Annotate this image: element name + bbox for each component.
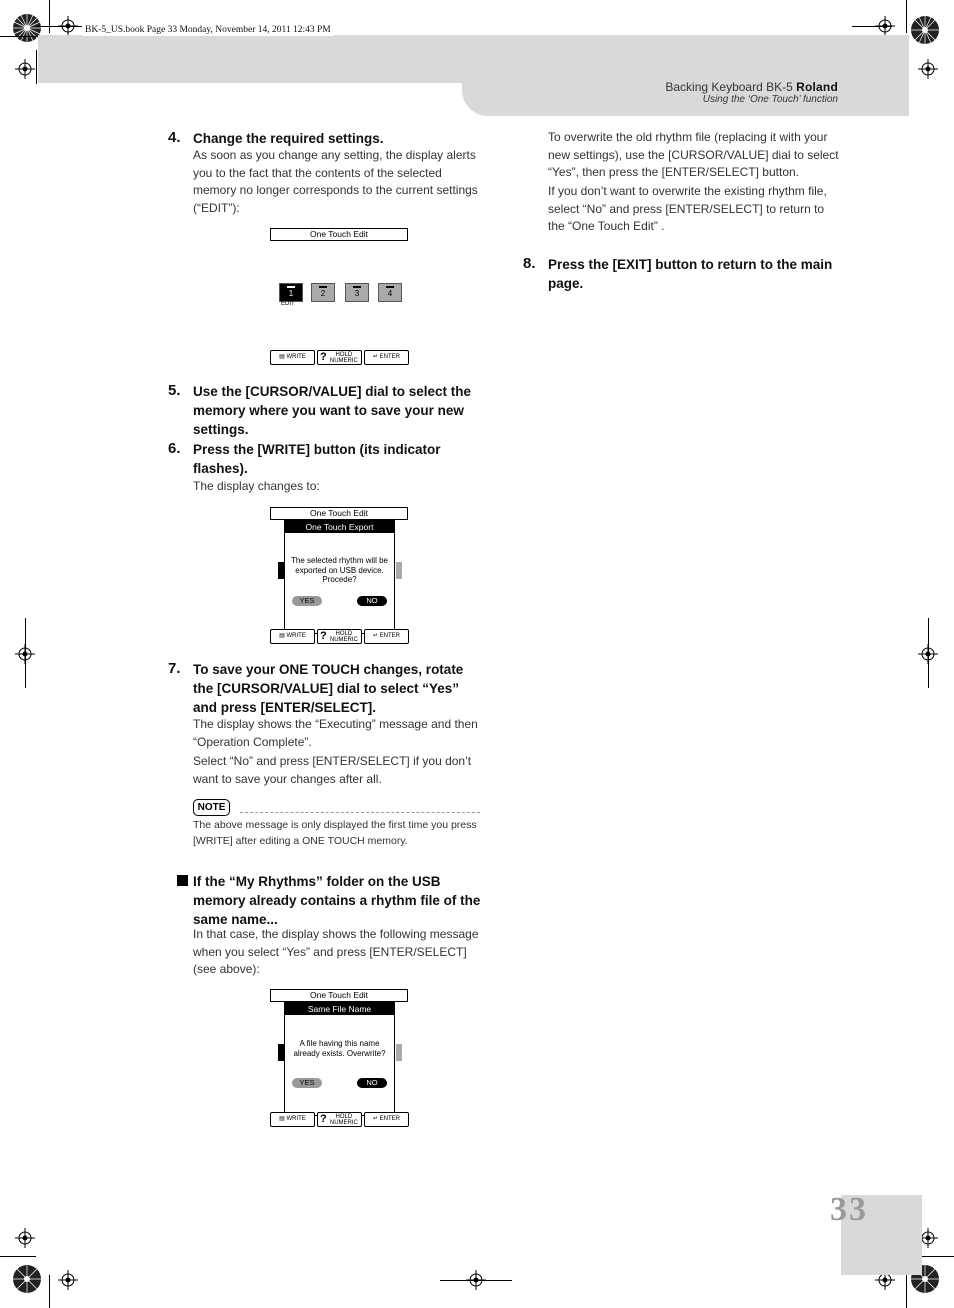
memory-slot: 3 (345, 283, 369, 302)
page-number: 33 (830, 1191, 868, 1228)
lcd-title: One Touch Edit (270, 507, 408, 520)
registration-mark-icon (15, 59, 35, 79)
memory-slot: 1 (279, 283, 303, 302)
brand-name: Roland (796, 80, 838, 94)
enter-softkey (364, 1112, 409, 1127)
yes-button[interactable]: YES (292, 1078, 322, 1088)
enter-label: ENTER (379, 1116, 401, 1122)
enter-arrow-icon: ↵ (372, 354, 378, 360)
numeric-softkey (317, 1112, 362, 1127)
write-label: WRITE (286, 633, 306, 639)
color-wheel-icon (910, 15, 940, 45)
lcd-title: One Touch Edit (270, 228, 408, 241)
enter-arrow-icon: ↵ (372, 633, 378, 639)
memory-slot: 2 (311, 283, 335, 302)
lcd-title: One Touch Edit (270, 989, 408, 1002)
enter-softkey (364, 629, 409, 644)
no-button[interactable]: NO (357, 1078, 387, 1088)
help-icon: ? (320, 351, 327, 363)
enter-arrow-icon: ↵ (372, 1116, 378, 1122)
write-icon: ▤ (279, 1116, 285, 1122)
enter-label: ENTER (379, 354, 401, 360)
edit-label: EDIT (281, 301, 295, 307)
step-heading: Change the required settings. (193, 131, 384, 146)
write-softkey (270, 629, 315, 644)
paragraph: If you don’t want to overwrite the existing rhythm file, select “No” and press [ENTER/SELECT] to return to the “One Touch Edit” . (548, 184, 827, 233)
registration-mark-icon (15, 1228, 35, 1248)
book-info: BK-5_US.book Page 33 Monday, November 14, 2011 12:43 PM (82, 24, 334, 36)
confirm-dialog (284, 520, 395, 634)
step-number: 4. (168, 129, 181, 146)
note-divider (240, 812, 480, 813)
dialog-message: The selected rhythm will be exported on USB device. Procede? (291, 556, 388, 584)
step-body: As soon as you change any setting, the display alerts you to the fact that the contents of the selected memory no longer corresponds to the current settings (“EDIT”): (193, 148, 478, 215)
step-body: Select “No” and press [ENTER/SELECT] if you don’t want to save your changes after all. (193, 754, 472, 786)
numeric-label: NUMERIC (329, 637, 358, 643)
numeric-label: NUMERIC (329, 358, 358, 364)
hold-label: HOLD (335, 352, 353, 358)
step-heading: Press the [WRITE] button (its indicator flashes). (193, 442, 441, 476)
step-heading: Use the [CURSOR/VALUE] dial to select the memory where you want to save your new settings. (193, 384, 472, 437)
hold-label: HOLD (335, 631, 353, 637)
step-body: The display shows the “Executing” message and then “Operation Complete”. (193, 717, 478, 749)
running-header (665, 80, 838, 94)
step-heading: To save your ONE TOUCH changes, rotate the [CURSOR/VALUE] dial to select “Yes” and press [ENTER/SELECT]. (193, 662, 464, 715)
product-name: Backing Keyboard BK-5 (665, 80, 793, 94)
write-softkey (270, 350, 315, 365)
dialog-message: A file having this name already exists. Overwrite? (293, 1039, 386, 1058)
write-softkey (270, 1112, 315, 1127)
numeric-softkey (317, 350, 362, 365)
write-icon: ▤ (279, 633, 285, 639)
step-body: The display changes to: (193, 479, 320, 493)
square-bullet-icon (177, 875, 188, 886)
write-icon: ▤ (279, 354, 285, 360)
paragraph: To overwrite the old rhythm file (replacing it with your new settings), use the [CURSOR/VALUE] dial to select “Yes”, then press the [ENTER/SELECT] button. (548, 130, 839, 179)
subsection-body: In that case, the display shows the following message when you select “Yes” and press [ENTER/SELECT] (see above): (193, 927, 479, 976)
help-icon: ? (320, 1113, 327, 1125)
yes-button[interactable]: YES (292, 596, 322, 606)
write-label: WRITE (286, 1116, 306, 1122)
dialog-title: One Touch Export (285, 521, 394, 533)
subsection-heading: If the “My Rhythms” folder on the USB memory already contains a rhythm file of the same name... (193, 874, 481, 927)
memory-slot: 4 (378, 283, 402, 302)
registration-mark-icon (918, 59, 938, 79)
step-number: 7. (168, 660, 181, 677)
note-badge: NOTE (193, 799, 230, 816)
no-button[interactable]: NO (357, 596, 387, 606)
dialog-title: Same File Name (285, 1003, 394, 1015)
section-title: Using the ‘One Touch’ function (702, 94, 838, 105)
hold-label: HOLD (335, 1114, 353, 1120)
step-number: 8. (523, 255, 536, 272)
step-heading: Press the [EXIT] button to return to the main page. (548, 257, 833, 291)
write-label: WRITE (286, 354, 306, 360)
step-number: 5. (168, 382, 181, 399)
overwrite-dialog (284, 1002, 395, 1116)
numeric-softkey (317, 629, 362, 644)
note-text: The above message is only displayed the first time you press [WRITE] after editing a ONE TOUCH memory. (193, 819, 477, 847)
numeric-label: NUMERIC (329, 1120, 358, 1126)
color-wheel-icon (12, 1264, 42, 1294)
enter-softkey (364, 350, 409, 365)
help-icon: ? (320, 630, 327, 642)
registration-mark-icon (58, 1270, 78, 1290)
step-number: 6. (168, 440, 181, 457)
enter-label: ENTER (379, 633, 401, 639)
